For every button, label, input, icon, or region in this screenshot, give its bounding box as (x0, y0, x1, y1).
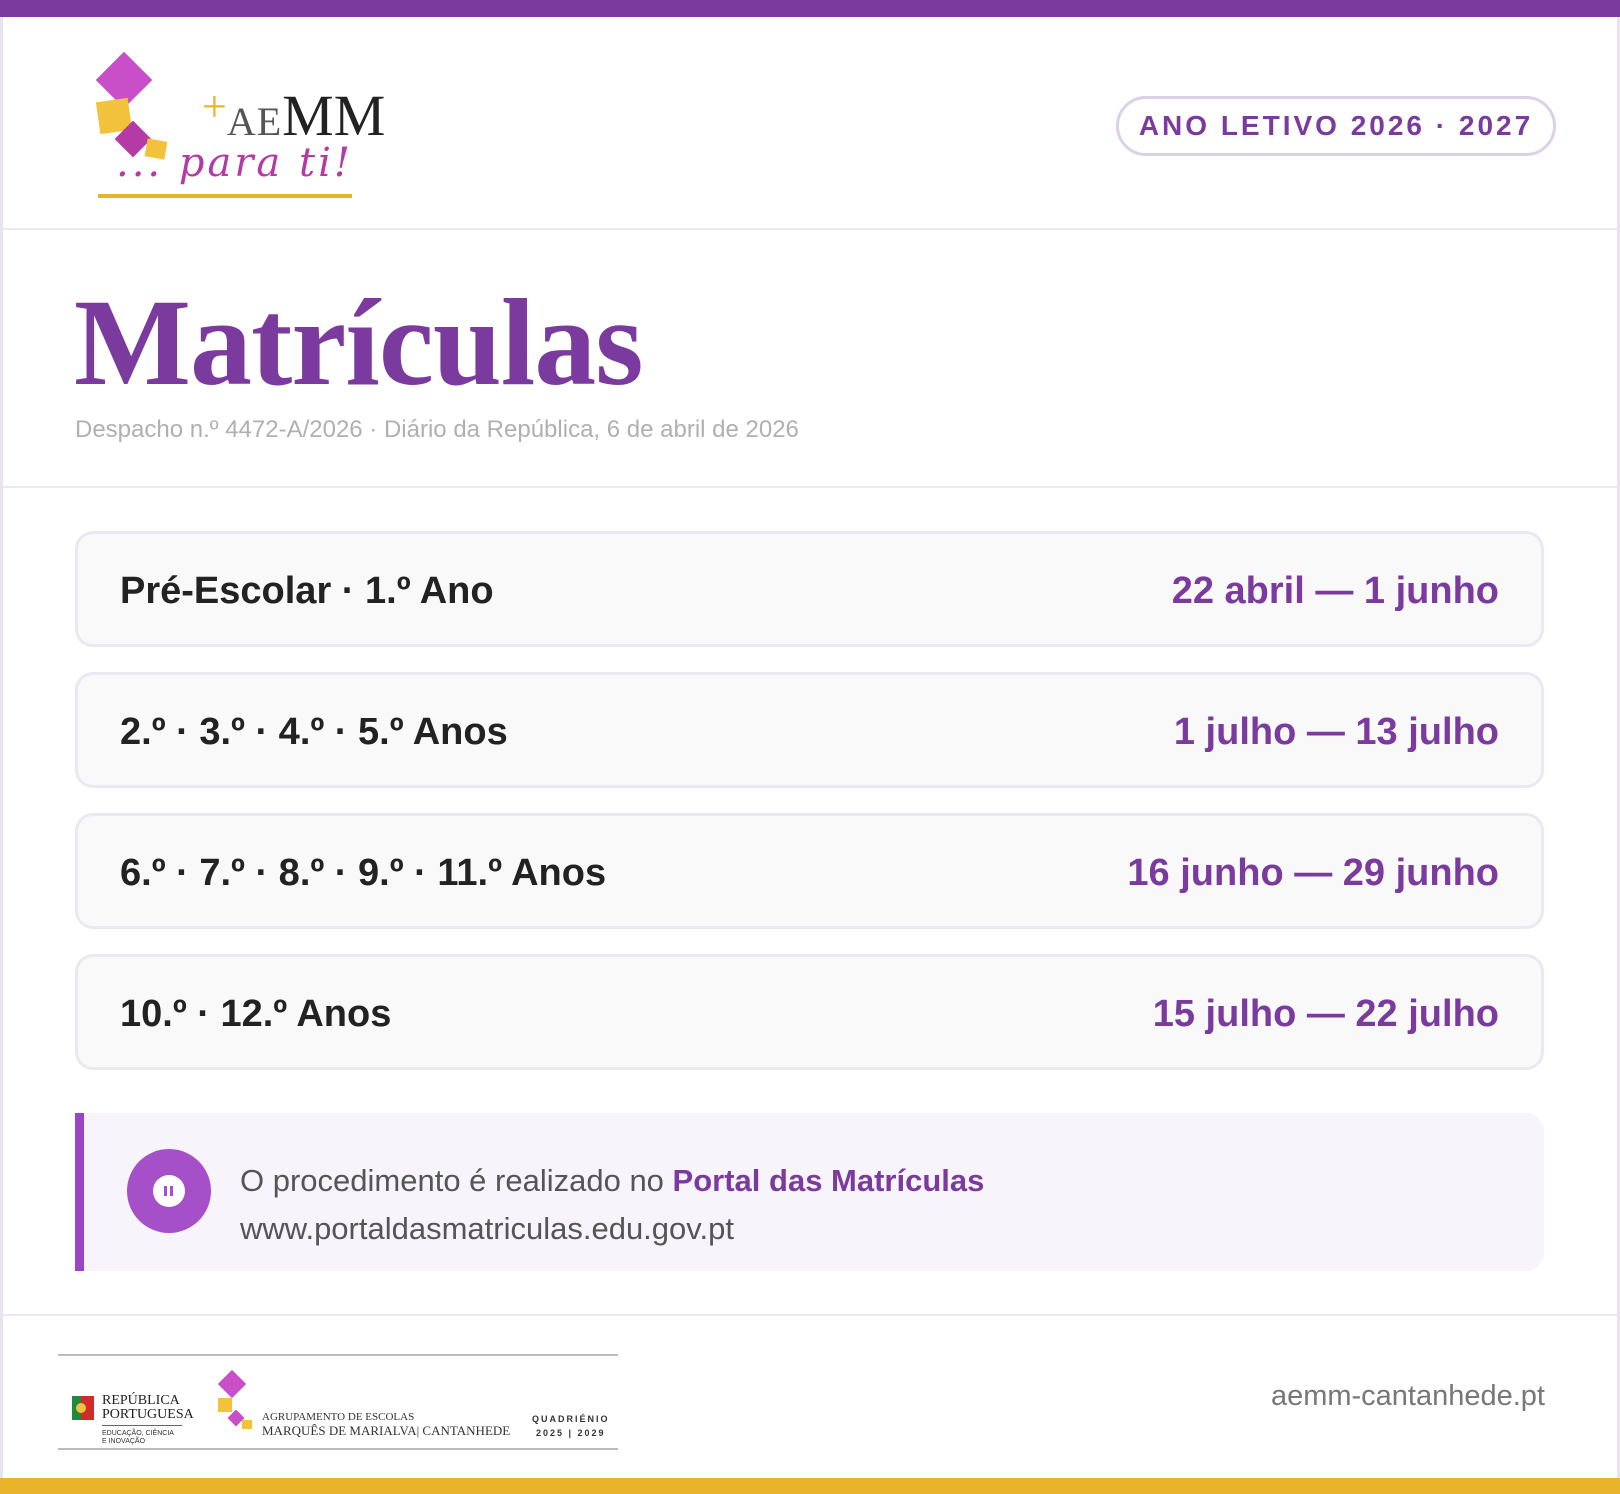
quadrienio-years: 2025 | 2029 (535, 1428, 606, 1438)
page-title: Matrículas (74, 274, 643, 411)
logo-tagline: ... para ti! (116, 140, 353, 186)
republica-portuguesa (102, 1394, 194, 1422)
logo-ae: AE (226, 99, 283, 144)
period-row-4 (75, 954, 1544, 1070)
logo-mm: MM (282, 83, 386, 148)
period-dates: 1 julho — 13 julho (1173, 711, 1499, 753)
quadrienio-label: QUADRIÉNIO (532, 1414, 610, 1424)
portal-info-text (240, 1163, 984, 1199)
agrupamento-line-1: AGRUPAMENTO DE ESCOLAS (262, 1411, 415, 1423)
republica-separator (102, 1425, 182, 1426)
agrupamento-line-2: MARQUÊS DE MARIALVA| CANTANHEDE (262, 1423, 511, 1438)
info-icon (127, 1149, 211, 1233)
portugal-flag-icon (72, 1392, 94, 1422)
period-dates: 15 julho — 22 julho (1152, 993, 1499, 1035)
aemm-logo (96, 52, 386, 202)
info-text-before: O procedimento é realizado no (240, 1163, 673, 1198)
period-label: 2.º · 3.º · 4.º · 5.º Anos (120, 711, 508, 753)
portal-url[interactable]: www.portaldasmatriculas.edu.gov.pt (240, 1211, 734, 1246)
republica-line-1: REPÚBLICA (102, 1393, 180, 1408)
school-year-badge: ANO LETIVO 2026 · 2027 (1116, 96, 1556, 156)
republica-line-2: PORTUGUESA (102, 1407, 194, 1422)
period-row-1 (75, 531, 1544, 647)
quadrienio-badge (532, 1412, 610, 1440)
period-dates: 22 abril — 1 junho (1171, 570, 1499, 612)
page-subtitle: Despacho n.º 4472-A/2026 · Diário da República, 6 de abril de 2026 (75, 416, 799, 443)
period-label: Pré-Escolar · 1.º Ano (120, 570, 494, 612)
footer-logo-strip (58, 1354, 618, 1450)
website-link[interactable]: aemm-cantanhede.pt (1270, 1380, 1545, 1412)
portal-info-box (75, 1113, 1544, 1271)
agrupamento-logo-mark (216, 1370, 256, 1434)
title-divider (3, 486, 1617, 488)
period-dates: 16 junho — 29 junho (1127, 852, 1499, 894)
republica-ministry (102, 1430, 174, 1446)
ministry-line-1: EDUCAÇÃO, CIÊNCIA (102, 1430, 174, 1437)
period-label: 6.º · 7.º · 8.º · 9.º · 11.º Anos (120, 852, 607, 894)
period-label: 10.º · 12.º Anos (120, 993, 392, 1035)
top-accent-bar (0, 0, 1620, 17)
header-divider (3, 228, 1617, 230)
period-row-2 (75, 672, 1544, 788)
logo-plus: + (202, 82, 227, 131)
ministry-line-2: E INOVAÇÃO (102, 1438, 146, 1445)
bottom-accent-bar (0, 1478, 1620, 1494)
portal-name: Portal das Matrículas (672, 1163, 985, 1198)
agrupamento-name (262, 1410, 510, 1438)
period-row-3 (75, 813, 1544, 929)
footer-divider (3, 1314, 1617, 1316)
logo-underline (98, 194, 352, 198)
